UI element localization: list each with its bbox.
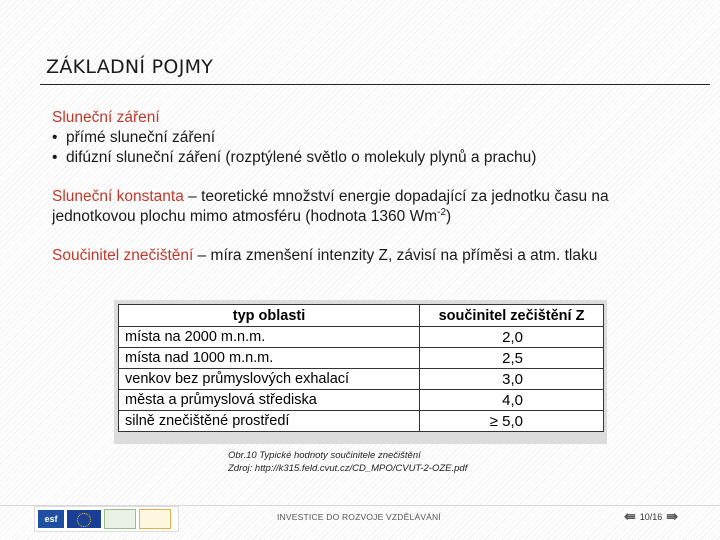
solar-constant-end: ) [446,208,452,225]
table-row [119,369,604,390]
slide-title: ZÁKLADNÍ POJMY [46,56,214,78]
table-row [119,390,604,411]
solar-radiation-heading: Sluneční záření [52,109,160,126]
next-arrow-icon[interactable]: ⇛ [666,508,678,524]
bullet-dot: • [52,129,58,146]
footer-text: INVESTICE DO ROZVOJE VZDĚLÁVÁNÍ [277,512,441,522]
bullet-text: přímé sluneční záření [66,129,216,146]
pollution-coefficient-table [118,304,604,432]
pollution-coefficient-paragraph [52,246,692,266]
table-row [119,411,604,432]
area-cell: silně znečištěné prostředí [119,411,420,432]
value-cell: 4,0 [420,390,604,411]
area-cell: venkov bez průmyslových exhalací [119,369,420,390]
value-cell: 2,0 [420,327,604,348]
op-logo [139,509,171,529]
header-coefficient: součinitel zečištění Z [420,305,604,327]
solar-constant-term: Sluneční konstanta [52,188,184,205]
value-cell: 3,0 [420,369,604,390]
caption-source: Zdroj: http://k315.feld.cvut.cz/CD_MPO/CVUT-2-OZE.pdf [228,463,468,474]
header-area-type: typ oblasti [119,305,420,327]
title-divider [40,84,710,85]
table-row [119,327,604,348]
pollution-coefficient-text: – míra zmenšení intenzity Z, závisí na příměsi a atm. tlaku [193,247,598,264]
area-cell: místa nad 1000 m.n.m. [119,348,420,369]
bullet-item [52,148,692,168]
esf-logo: esf [38,510,64,528]
eu-flag-logo [67,510,101,528]
solar-constant-sup: -2 [437,206,447,218]
value-cell: 2,5 [420,348,604,369]
figure-caption [228,449,467,475]
page-number: 10/16 [639,511,663,522]
table-row [119,348,604,369]
ministry-logo [104,509,136,529]
prev-arrow-icon[interactable]: ⇚ [624,508,636,524]
pollution-coefficient-term: Součinitel znečištění [52,247,194,264]
value-cell: ≥ 5,0 [420,411,604,432]
table-header-row [119,305,604,327]
area-cell: města a průmyslová střediska [119,390,420,411]
slide-content [52,108,692,266]
solar-constant-paragraph [52,187,692,227]
slide-pager [624,508,678,525]
bullet-item [52,128,692,148]
solar-constant-text: – teoretické množství energie dopadající za jednotku času na jednotkovou plochu mimo atmosféru (hodnota 1360 Wm [52,188,609,225]
caption-title: Obr.10 Typické hodnoty součinitele znečištění [228,450,421,461]
bullet-text: difúzní sluneční záření (rozptýlené světlo o molekuly plynů a prachu) [66,149,537,166]
footer-logos [34,506,179,532]
area-cell: místa na 2000 m.n.m. [119,327,420,348]
bullet-dot: • [52,149,58,166]
